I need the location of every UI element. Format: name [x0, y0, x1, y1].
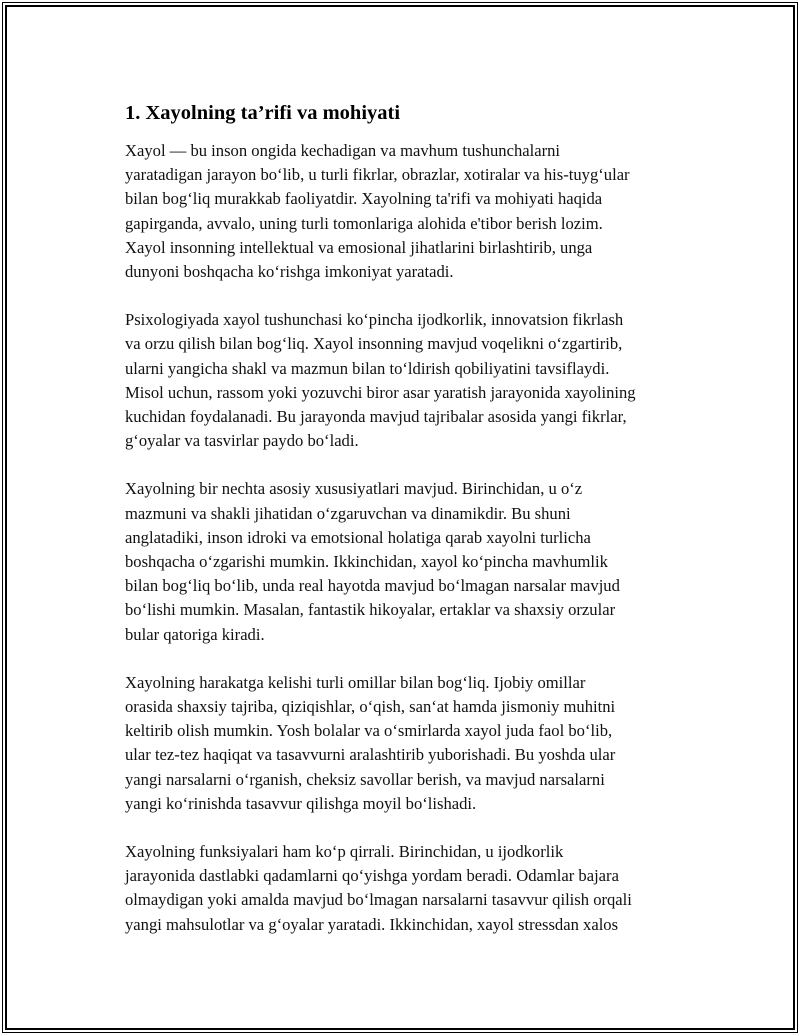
- text-line: Psixologiyada xayol tushunchasi ko‘pincha ijodkorlik, innovatsion fikrlash: [125, 310, 624, 330]
- section-heading: 1. Xayolning ta’rifi va mohiyati: [125, 102, 401, 124]
- text-line: olmaydigan yoki amalda mavjud bo‘lmagan narsalarni tasavvur qilish orqali: [125, 890, 632, 910]
- text-line: orasida shaxsiy tajriba, qiziqishlar, o‘qish, san‘at hamda jismoniy muhitni: [125, 697, 616, 717]
- text-line: gapirganda, avvalo, uning turli tomonlariga alohida e'tibor berish lozim.: [125, 213, 603, 233]
- text-line: bilan bog‘liq bo‘lib, unda real hayotda mavjud bo‘lmagan narsalar mavjud: [125, 576, 620, 596]
- paragraph-1: [125, 139, 715, 284]
- text-line: yangi ko‘rinishda tasavvur qilishga moyil bo‘lishadi.: [125, 793, 477, 813]
- text-line: yaratadigan jarayon bo‘lib, u turli fikrlar, obrazlar, xotiralar va his-tuyg‘ular: [125, 165, 630, 185]
- text-line: Misol uchun, rassom yoki yozuvchi biror asar yaratish jarayonida xayolining: [125, 382, 636, 402]
- text-line: mazmuni va shakli jihatidan o‘zgaruvchan va dinamikdir. Bu shuni: [125, 503, 571, 523]
- text-line: va orzu qilish bilan bog‘liq. Xayol insonning mavjud voqelikni o‘zgartirib,: [125, 334, 623, 354]
- text-line: g‘oyalar va tasvirlar paydo bo‘ladi.: [125, 431, 359, 451]
- text-line: dunyoni boshqacha ko‘rishga imkoniyat yaratadi.: [125, 262, 454, 282]
- text-line: Xayol — bu inson ongida kechadigan va mavhum tushunchalarni: [125, 141, 561, 160]
- text-line: boshqacha o‘zgarishi mumkin. Ikkinchidan, xayol ko‘pincha mavhumlik: [125, 552, 608, 572]
- text-line: Xayolning funksiyalari ham ko‘p qirrali. Birinchidan, u ijodkorlik: [125, 842, 564, 862]
- text-line: anglatadiki, inson idroki va emotsional holatiga qarab xayolni turlicha: [125, 527, 591, 547]
- paragraph-3: [125, 477, 715, 646]
- text-line: jarayonida dastlabki qadamlarni qo‘yishga yordam beradi. Odamlar bajara: [125, 866, 619, 886]
- text-line: kuchidan foydalanadi. Bu jarayonda mavjud tajribalar asosida yangi fikrlar,: [125, 407, 627, 427]
- text-line: bo‘lishi mumkin. Masalan, fantastik hikoyalar, ertaklar va shaxsiy orzular: [125, 600, 616, 620]
- paragraph-4: [125, 671, 715, 816]
- text-line: yangi mahsulotlar va g‘oyalar yaratadi. Ikkinchidan, xayol stressdan xalos: [125, 914, 619, 934]
- text-line: ular tez-tez haqiqat va tasavvurni aralashtirib yuborishadi. Bu yoshda ular: [125, 745, 616, 765]
- text-line: keltirib olish mumkin. Yosh bolalar va o‘smirlarda xayol juda faol bo‘lib,: [125, 721, 613, 741]
- text-line: bular qatoriga kiradi.: [125, 624, 265, 644]
- text-line: Xayolning bir nechta asosiy xususiyatlari mavjud. Birinchidan, u o‘z: [125, 479, 583, 499]
- text-line: yangi narsalarni o‘rganish, cheksiz savollar berish, va mavjud narsalarni: [125, 769, 605, 789]
- text-line: ularni yangicha shakl va mazmun bilan to‘ldirish qobiliyatini tavsiflaydi.: [125, 358, 610, 378]
- document-body: [125, 99, 715, 961]
- paragraph-2: [125, 308, 715, 453]
- text-line: bilan bog‘liq murakkab faoliyatdir. Xayolning ta'rifi va mohiyati haqida: [125, 189, 603, 209]
- paragraph-5: [125, 840, 715, 937]
- text-line: Xayol insonning intellektual va emosional jihatlarini birlashtirib, unga: [125, 237, 593, 257]
- page-frame: [5, 5, 795, 1030]
- text-line: Xayolning harakatga kelishi turli omillar bilan bog‘liq. Ijobiy omillar: [125, 672, 586, 692]
